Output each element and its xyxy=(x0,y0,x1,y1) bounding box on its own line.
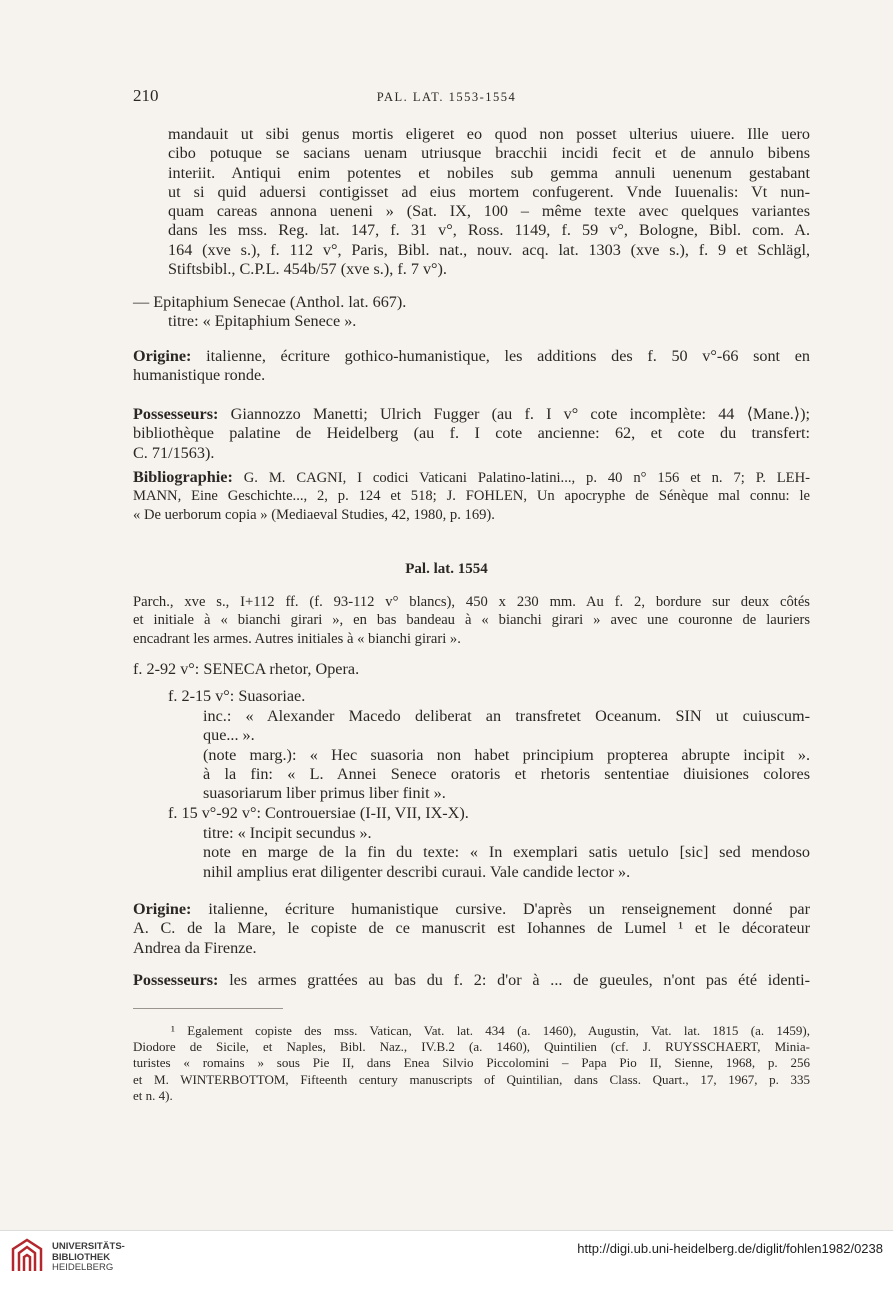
possesseurs-1554 xyxy=(133,971,810,990)
text-line: que... ». xyxy=(203,726,255,745)
text-line: humanistique ronde. xyxy=(133,366,266,385)
library-name[interactable]: UNIVERSITÄTS- BIBLIOTHEK HEIDELBERG xyxy=(52,1241,125,1273)
possesseurs-label: Possesseurs: xyxy=(133,405,219,423)
epitaph-title: — Epitaphium Senecae (Anthol. lat. 667). xyxy=(133,293,407,311)
contents-main xyxy=(133,660,810,679)
text-line: et initiale à « bianchi girari », en bas bandeau à « bianchi girari » avec une couronne de lauriers xyxy=(133,612,810,629)
text-line: note en marge de la fin du texte: « In exemplari satis uetulo [sic] sed mendoso xyxy=(203,843,810,862)
text-line: G. M. CAGNI, I codici Vaticani Palatino-latini..., p. 40 n° 156 et n. 7; P. LEH- xyxy=(243,470,810,486)
text-line: Stiftsbibl., C.P.L. 454b/57 (xve s.), f. 7 v°). xyxy=(168,260,447,279)
text-line: nihil amplius erat diligenter describi curaui. Vale candide lector ». xyxy=(203,862,631,881)
text-line: « De uerborum copia » (Mediaeval Studies, 42, 1980, p. 169). xyxy=(133,506,495,523)
contents-line: f. 2-15 v°: Suasoriae. xyxy=(168,687,306,705)
text-line: italienne, écriture gothico-humanistique, les additions des f. 50 v°-66 sont en xyxy=(206,347,810,365)
origine-1553 xyxy=(133,347,810,386)
origine-1554 xyxy=(133,900,810,958)
continuation-paragraph xyxy=(168,125,810,279)
text-line: C. 71/1563). xyxy=(133,443,215,462)
text-line: Parch., xve s., I+112 ff. (f. 93-112 v° blancs), 450 x 230 mm. Au f. 2, bordure sur deux côtés xyxy=(133,594,810,610)
text-line: titre: « Incipit secundus ». xyxy=(203,824,372,842)
footnote-line: turistes « romains » sous Pie II, dans Enea Silvio Piccolomini – Papa Pio II, Sienne, 1968, p. 256 xyxy=(133,1055,810,1071)
page-number: 210 xyxy=(133,86,159,105)
text-line: suasoriarum liber primus liber finit ». xyxy=(203,784,446,803)
footnote-line: Diodore de Sicile, et Naples, Bibl. Naz., IV.B.2 (a. 1460), Quintilien (cf. J. RUYSSCHAERT, Minia- xyxy=(133,1039,810,1055)
text-line: Andrea da Firenze. xyxy=(133,938,257,957)
bibliographie xyxy=(133,468,810,524)
text-line: quam careas annona ueneni » (Sat. IX, 100 – même texte avec quelques variantes xyxy=(168,202,810,221)
text-line: cibo potuque se sacians uenam utriusque bracchii incidi fecit et de annulo bibens xyxy=(168,144,810,163)
epitaph-entry xyxy=(133,293,810,332)
footnote-rule xyxy=(133,1008,283,1009)
contents-suasoriae xyxy=(168,687,810,706)
footnote-line: ¹ Egalement copiste des mss. Vatican, Vat. lat. 434 (a. 1460), Augustin, Vat. lat. 1815 (a. 1459), xyxy=(171,1023,810,1038)
text-line: (note marg.): « Hec suasoria non habet principium propterea abrupte incipit ». xyxy=(203,745,810,764)
text-line: Giannozzo Manetti; Ulrich Fugger (au f. I v° cote incomplète: 44 ⟨Mane.⟩); xyxy=(230,405,811,423)
footnote-line: et n. 4). xyxy=(133,1087,173,1103)
text-line: encadrant les armes. Autres initiales à « bianchi girari ». xyxy=(133,630,461,647)
running-title: PAL. LAT. 1553-1554 xyxy=(376,90,517,104)
origine-label: Origine: xyxy=(133,900,192,918)
text-line: inc.: « Alexander Macedo deliberat an transfretet Oceanum. SIN ut cuiuscum- xyxy=(203,707,810,725)
contents-line: f. 15 v°-92 v°: Controuersiae (I-II, VII, IX-X). xyxy=(168,804,469,822)
footnote-line: et M. WINTERBOTTOM, Fifteenth century manuscripts of Quintilian, dans Class. Quart., 17, 1967, p. 335 xyxy=(133,1071,810,1087)
epitaph-titre: titre: « Epitaphium Senece ». xyxy=(168,312,357,331)
text-line: interiit. Antiqui enim potentes et nobiles sub gemma annuli uenenum gestabant xyxy=(168,163,810,182)
text-line: les armes grattées au bas du f. 2: d'or à ... de gueules, n'ont pas été identi- xyxy=(229,971,811,989)
bibliographie-label: Bibliographie: xyxy=(133,468,233,486)
text-line: italienne, écriture humanistique cursive. D'après un renseignement donné par xyxy=(208,900,810,918)
text-line: ut si quid aduersi contigisset ad eius mortem confugerent. Vnde Iuuenalis: Vt nun- xyxy=(168,182,810,201)
contents-line: f. 2-92 v°: SENECA rhetor, Opera. xyxy=(133,660,360,678)
possesseurs-label: Possesseurs: xyxy=(133,971,219,989)
text-line: MANN, Eine Geschichte..., 2, p. 124 et 518; J. FOHLEN, Un apocryphe de Sénèque mal connu: le xyxy=(133,488,810,505)
text-line: mandauit ut sibi genus mortis eligeret eo quod non posset ulterius uiuere. Ille uero xyxy=(168,125,810,143)
suasoriae-notes xyxy=(203,707,810,803)
text-line: A. C. de la Mare, le copiste de ce manuscrit est Iohannes de Lumel ¹ et le décorateur xyxy=(133,919,810,938)
text-line: 164 (xve s.), f. 112 v°, Paris, Bibl. nat., nouv. acq. lat. 1303 (xve s.), f. 9 et Schlägl, xyxy=(168,240,810,259)
origine-label: Origine: xyxy=(133,347,192,365)
contents-controuersiae xyxy=(168,804,810,823)
controuersiae-notes xyxy=(203,824,810,882)
text-line: dans les mss. Reg. lat. 147, f. 31 v°, Ross. 1149, f. 59 v°, Bologne, Bibl. com. A. xyxy=(168,221,810,240)
viewer-footer xyxy=(0,1230,893,1294)
footnote xyxy=(133,1023,810,1104)
section-title: Pal. lat. 1554 xyxy=(405,561,488,577)
text-line: bibliothèque palatine de Heidelberg (au f. I cote ancienne: 62, et cote du transfert: xyxy=(133,424,810,443)
possesseurs-1553 xyxy=(133,405,810,463)
description xyxy=(133,593,810,648)
text-line: à la fin: « L. Annei Senece oratoris et rhetoris sententiae diuisiones colores xyxy=(203,764,810,783)
permalink-url[interactable]: http://digi.ub.uni-heidelberg.de/diglit/fohlen1982/0238 xyxy=(577,1241,883,1256)
library-logo-icon xyxy=(10,1237,44,1273)
